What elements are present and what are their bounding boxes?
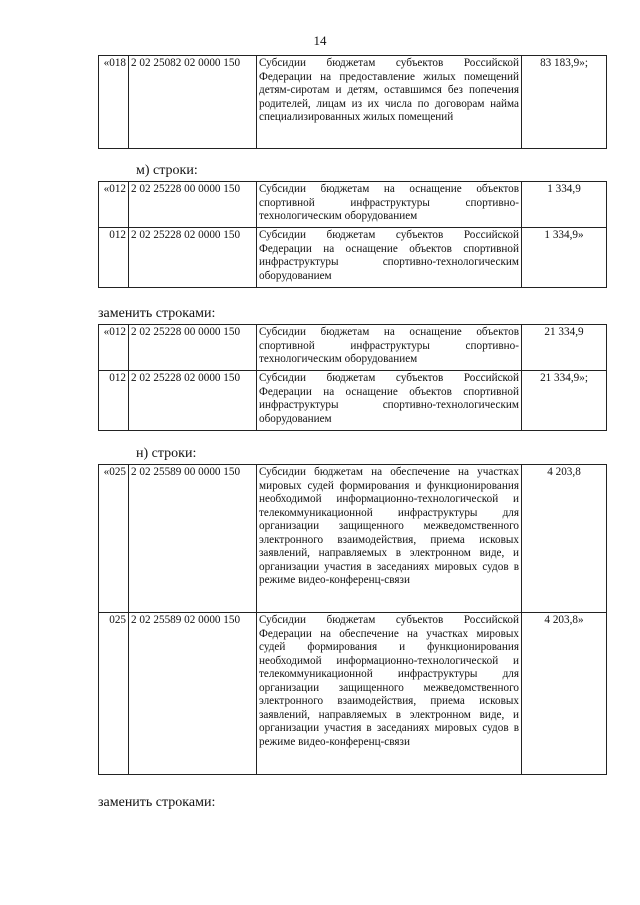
row-kbk: 2 02 25228 02 0000 150 [129, 371, 257, 431]
budget-table-2 [98, 181, 607, 288]
row-name: Субсидии бюджетам субъектов Российской Федерации на предоставление жилых помещений детям-сиротам и детям, оставшимся без попечения родителей, лицам из их числа по договорам найма специализированных жилых помещений [257, 56, 522, 149]
row-sum: 1 334,9» [522, 228, 607, 288]
table-row [99, 613, 607, 775]
table-row [99, 325, 607, 371]
row-name: Субсидии бюджетам на обеспечение на участках мировых судей формирования и функционирования необходимой информационно-технологической и телекоммуникационной инфраструктуры для организации защищенного межведомственного электронного взаимодействия, приема исковых заявлений, направляемых в электронном виде, и организации участия в заседаниях мировых судов в режиме видео-конференц-связи [257, 465, 522, 613]
row-code: «012 [99, 182, 129, 228]
budget-table-3 [98, 324, 607, 431]
row-kbk: 2 02 25228 00 0000 150 [129, 182, 257, 228]
row-sum: 83 183,9»; [522, 56, 607, 149]
row-code: «012 [99, 325, 129, 371]
row-kbk: 2 02 25228 02 0000 150 [129, 228, 257, 288]
replace-label-2: заменить строками: [98, 795, 216, 810]
row-name: Субсидии бюджетам субъектов Российской Федерации на оснащение объектов спортивной инфраструктуры спортивно-технологическим оборудованием [257, 228, 522, 288]
row-kbk: 2 02 25589 02 0000 150 [129, 613, 257, 775]
row-sum: 21 334,9»; [522, 371, 607, 431]
row-code: «018 [99, 56, 129, 149]
row-code: 012 [99, 371, 129, 431]
table-row [99, 228, 607, 288]
row-name: Субсидии бюджетам на оснащение объектов спортивной инфраструктуры спортивно-технологическим оборудованием [257, 182, 522, 228]
row-kbk: 2 02 25082 02 0000 150 [129, 56, 257, 149]
table-row [99, 56, 607, 149]
section-label-n: н) строки: [136, 446, 197, 461]
table-row [99, 182, 607, 228]
table-row [99, 465, 607, 613]
row-code: 012 [99, 228, 129, 288]
budget-table-4 [98, 464, 607, 775]
replace-label-1: заменить строками: [98, 306, 216, 321]
table-row [99, 371, 607, 431]
row-sum: 4 203,8 [522, 465, 607, 613]
row-code: «025 [99, 465, 129, 613]
section-label-m: м) строки: [136, 163, 198, 178]
row-name: Субсидии бюджетам субъектов Российской Федерации на оснащение объектов спортивной инфраструктуры спортивно-технологическим оборудованием [257, 371, 522, 431]
row-code: 025 [99, 613, 129, 775]
budget-table-1 [98, 55, 607, 149]
row-sum: 4 203,8» [522, 613, 607, 775]
page-number: 14 [313, 33, 327, 48]
row-sum: 1 334,9 [522, 182, 607, 228]
row-kbk: 2 02 25589 00 0000 150 [129, 465, 257, 613]
row-sum: 21 334,9 [522, 325, 607, 371]
row-name: Субсидии бюджетам на оснащение объектов спортивной инфраструктуры спортивно-технологическим оборудованием [257, 325, 522, 371]
row-name: Субсидии бюджетам субъектов Российской Федерации на обеспечение на участках мировых судей формирования и функционирования необходимой информационно-технологической и телекоммуникационной инфраструктуры для организации защищенного межведомственного электронного взаимодействия, приема исковых заявлений, направляемых в электронном виде, и организации участия в заседаниях мировых судов в режиме видео-конференц-связи [257, 613, 522, 775]
row-kbk: 2 02 25228 00 0000 150 [129, 325, 257, 371]
